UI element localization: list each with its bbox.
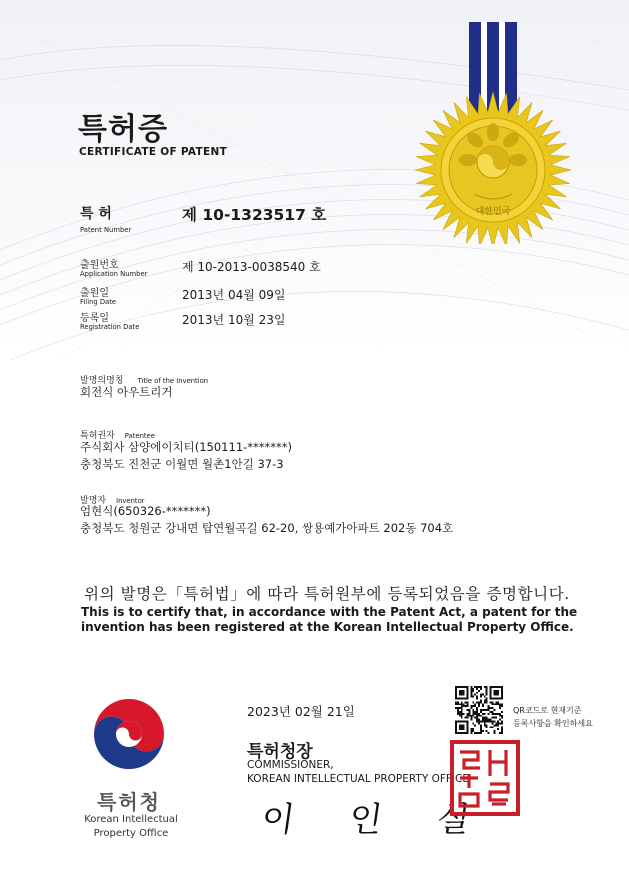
application-number-value: 제 10-2013-0038540 호 xyxy=(182,260,321,274)
application-number-label: 출원번호 xyxy=(80,260,119,271)
issue-date: 2023년 02월 21일 xyxy=(247,704,355,719)
office-name-line1: Korean Intellectual xyxy=(84,814,178,825)
inventor-address: 충청북도 청원군 강내면 탑연월곡길 62-20, 쌍용예가아파트 202동 704호 xyxy=(80,521,454,535)
commissioner-line1: COMMISSIONER, xyxy=(247,759,334,771)
patentee-name: 주식회사 삼양에이치티(150111-*******) xyxy=(80,440,293,454)
official-red-seal xyxy=(448,738,522,818)
filing-date-label: 출원일 xyxy=(80,288,109,299)
registration-date-value: 2013년 10월 23일 xyxy=(182,313,286,327)
patentee-address: 충청북도 진천군 이월면 월촌1안길 37-3 xyxy=(80,457,284,471)
seal-text: 대한민국 xyxy=(475,207,511,217)
commissioner-title: 특허청장 xyxy=(247,742,313,762)
inventor-label: 발명자 xyxy=(80,496,107,506)
statement-korean: 위의 발명은「특허법」에 따라 특허원부에 등록되었음을 증명합니다. xyxy=(84,585,570,603)
inventor-label-en: Inventor xyxy=(116,497,145,505)
qr-note xyxy=(513,704,593,730)
statement-english: This is to certify that, in accordance with the Patent Act, a patent for the invention has been registered at the Korean Intellectual Property Office. xyxy=(81,605,578,634)
commissioner-signature: 이 인 실 xyxy=(258,800,495,840)
patent-number-label-en: Patent Number xyxy=(80,226,132,234)
commissioner-english xyxy=(247,758,469,786)
invention-label: 발명의명칭 xyxy=(80,376,124,386)
office-name-korean: 특허청 xyxy=(97,790,161,814)
patentee-label-en: Patentee xyxy=(124,432,155,440)
invention-title: 회전식 아우트리거 xyxy=(80,385,173,399)
filing-date-label-en: Filing Date xyxy=(80,298,117,306)
gold-medal xyxy=(414,22,576,244)
inventor-name: 엄현식(650326-*******) xyxy=(80,504,211,518)
title-english: CERTIFICATE OF PATENT xyxy=(79,146,228,158)
title-korean: 특허증 xyxy=(78,112,168,147)
registration-date-label: 등록일 xyxy=(80,313,109,324)
patent-number-value: 제 10-1323517 호 xyxy=(182,206,327,224)
patentee-label: 특허권자 xyxy=(80,431,115,441)
invention-label-en: Title of the Invention xyxy=(137,377,209,385)
qr-code-icon[interactable] xyxy=(455,686,503,734)
commissioner-line2: KOREAN INTELLECTUAL PROPERTY OFFICE xyxy=(247,773,469,785)
patent-number-label: 특 허 xyxy=(80,206,112,222)
registration-date-label-en: Registration Date xyxy=(80,323,140,331)
office-name-english xyxy=(80,813,182,841)
application-number-label-en: Application Number xyxy=(80,270,148,278)
qr-note-line2: 등록사항을 확인하세요 xyxy=(513,719,593,728)
office-name-line2: Property Office xyxy=(93,828,169,839)
filing-date-value: 2013년 04월 09일 xyxy=(182,288,286,302)
kipo-logo-icon xyxy=(92,697,166,771)
qr-note-line1: QR코드로 현재기준 xyxy=(513,706,582,715)
